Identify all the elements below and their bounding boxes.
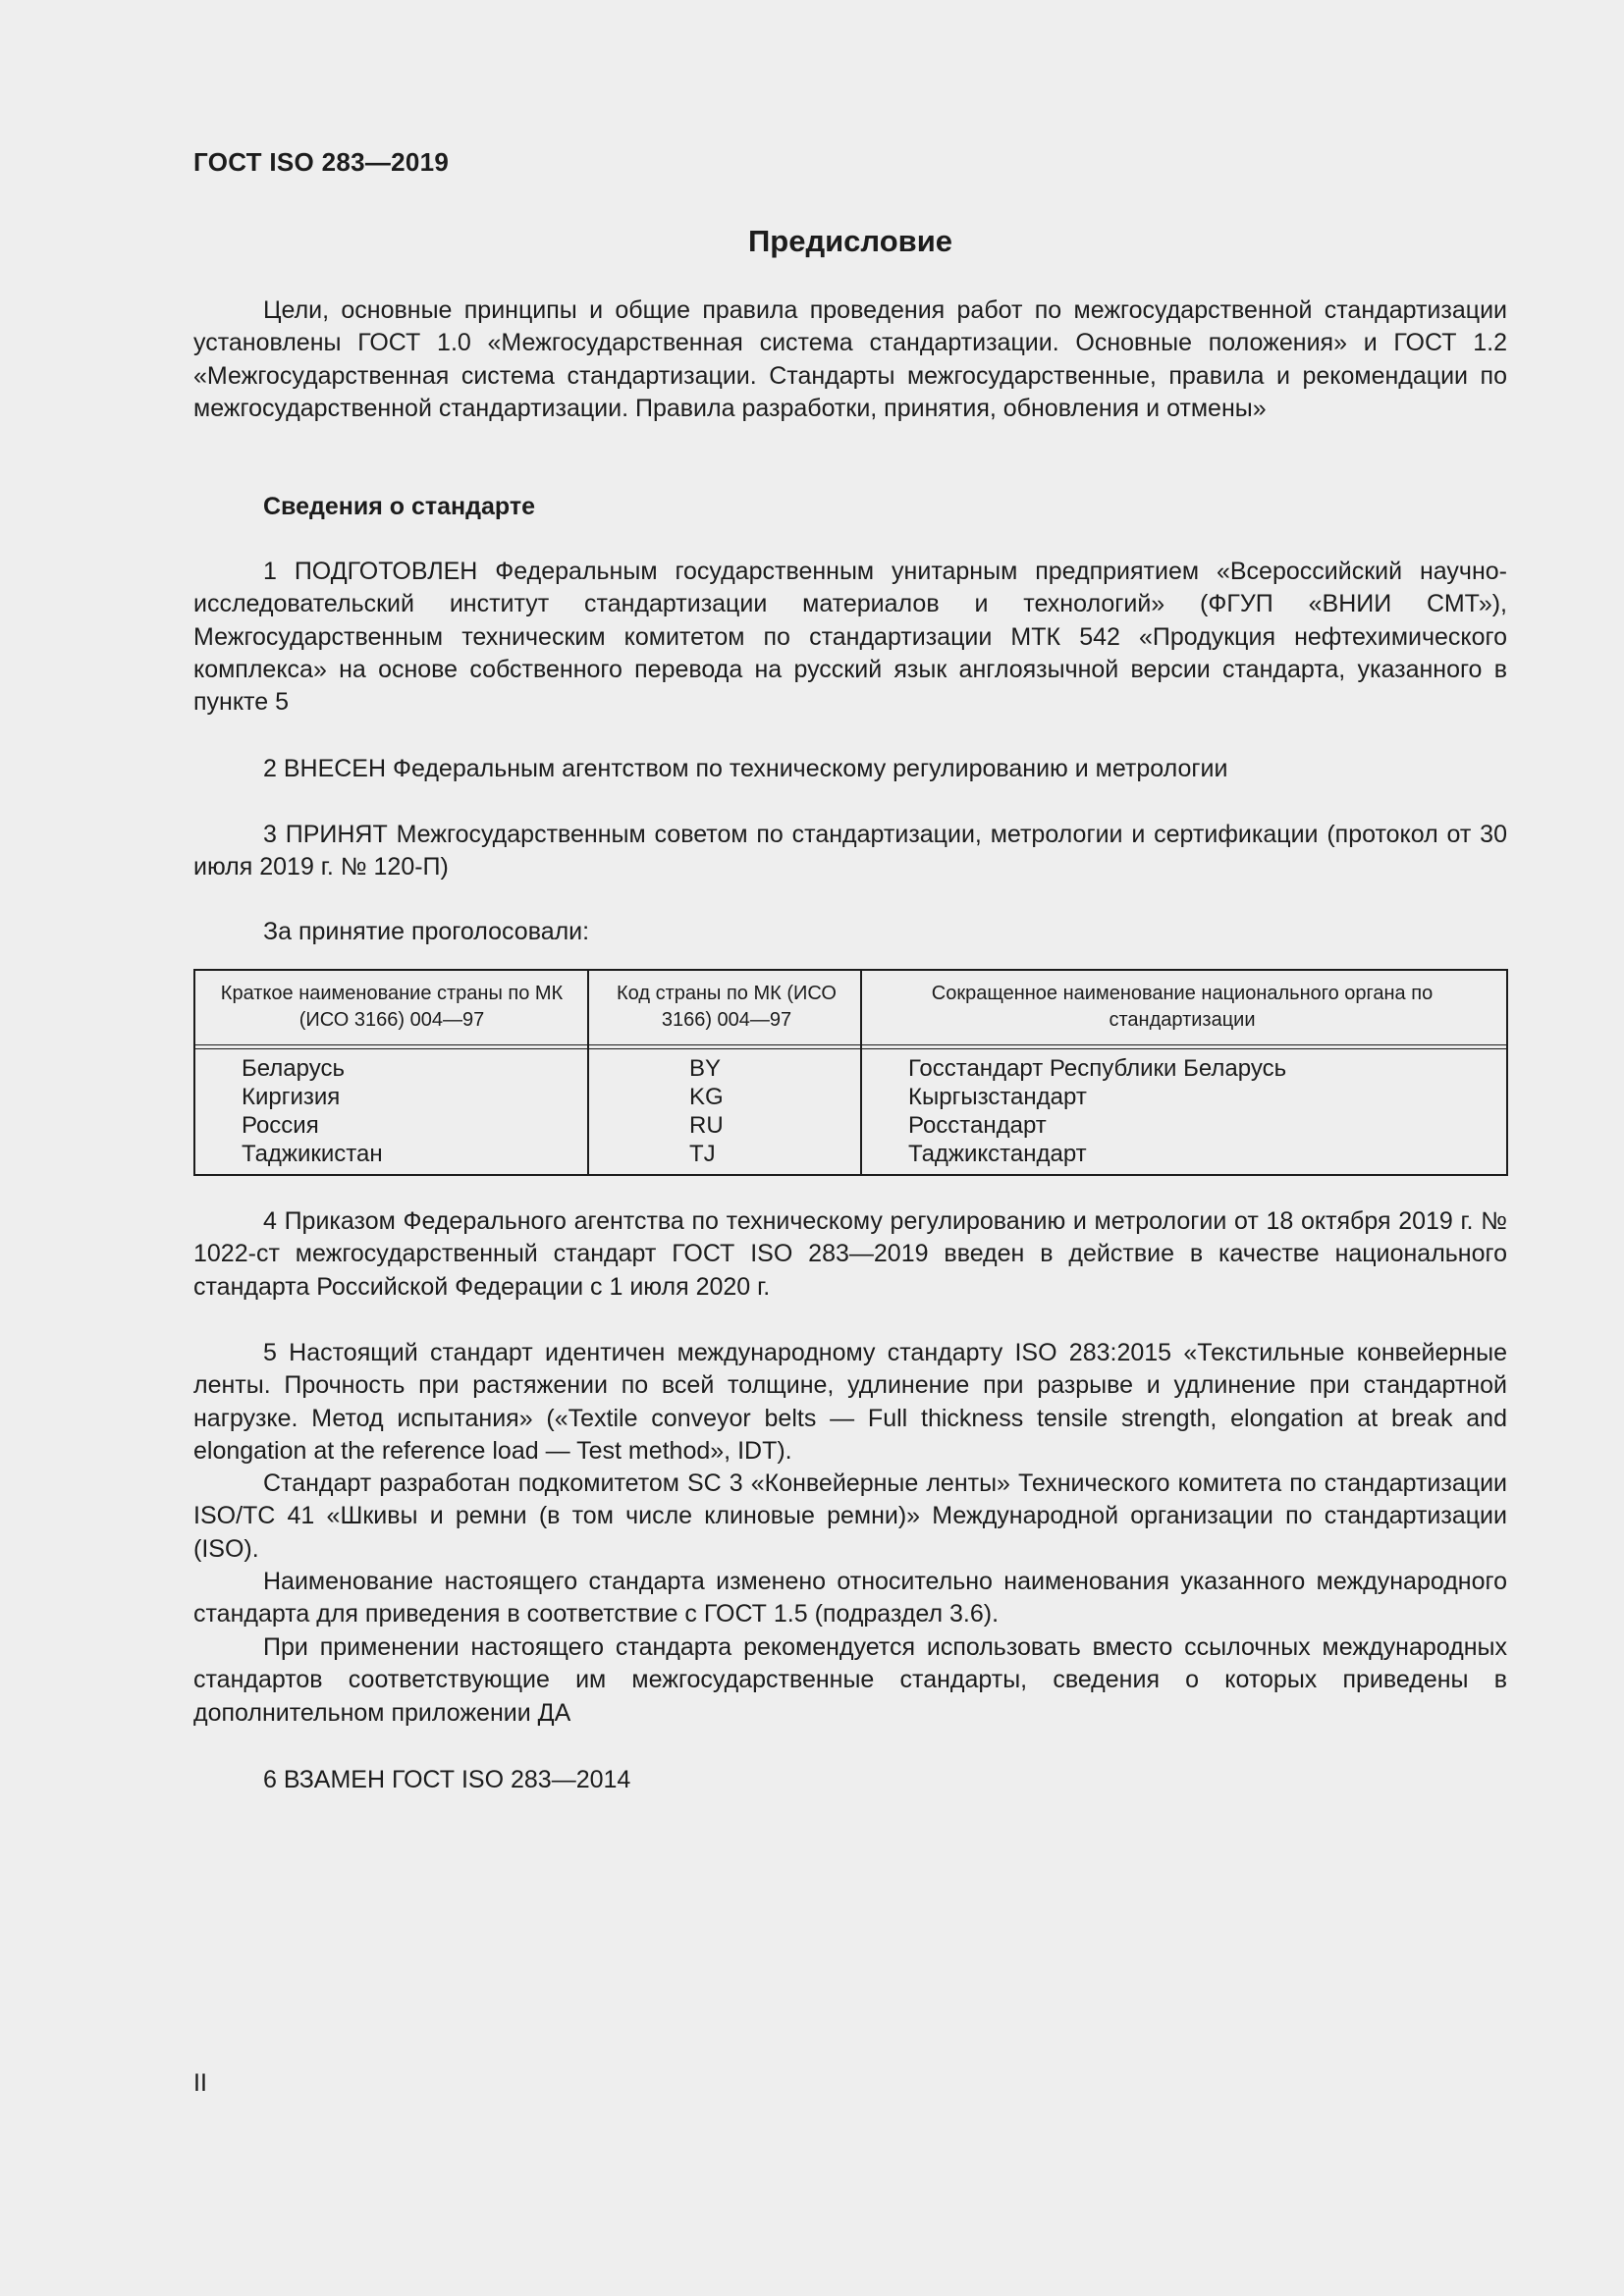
item-3-paragraph: 3 ПРИНЯТ Межгосударственным советом по стандартизации, метрологии и сертификации (протокол от 30 июля 2019 г. № 120-П): [193, 821, 1507, 881]
item-1-paragraph: 1 ПОДГОТОВЛЕН Федеральным государственным унитарным предприятием «Всероссийский научно-исследовательский институт стандартизации материалов и технологий» (ФГУП «ВНИИ СМТ»), Межгосударственным техническим комитетом по стандартизации МТК 542 «Продукция нефтехимического комплекса» на основе собственного перевода на русский язык англоязычной версии стандарта, указанного в пункте 5: [193, 558, 1507, 717]
table-cell-country: Таджикистан: [242, 1141, 383, 1167]
page-number: II: [193, 2069, 207, 2097]
info-heading: Сведения о стандарте: [263, 493, 536, 520]
table-cell-code: RU: [689, 1112, 724, 1139]
page-title: Предисловие: [747, 224, 952, 258]
table-header-country: Краткое наименование страны по МК (ИСО 3166) 004—97: [220, 983, 564, 1031]
table-cell-agency: Кыргызстандарт: [908, 1084, 1087, 1110]
item-5-references-paragraph: При применении настоящего стандарта рекомендуется использовать вместо ссылочных международных стандартов соответствующие им межгосударственные стандарты, сведения о которых приведены в дополнительном приложении ДА: [193, 1633, 1507, 1727]
table-divider: [860, 971, 862, 1174]
table-cell-code: KG: [689, 1084, 724, 1110]
agency-column: [908, 1054, 1286, 1168]
table-cell-agency: Росстандарт: [908, 1112, 1047, 1139]
table-header-separator: [195, 1044, 1506, 1049]
table-cell-agency: Госстандарт Республики Беларусь: [908, 1055, 1287, 1082]
item-5-developer-paragraph: Стандарт разработан подкомитетом SC 3 «Конвейерные ленты» Технического комитета по стандартизации ISO/TC 41 «Шкивы и ремни (в том числе клиновые ремни)» Международной организации по стандартизации (ISO).: [193, 1469, 1507, 1563]
table-cell-code: TJ: [689, 1141, 716, 1167]
document-code: ГОСТ ISO 283—2019: [193, 147, 450, 177]
table-cell-code: BY: [689, 1055, 722, 1082]
code-column: [689, 1054, 724, 1168]
table-header-agency: Сокращенное наименование национального органа по стандартизации: [931, 983, 1434, 1031]
vote-table: [193, 969, 1508, 1176]
table-header-code: Код страны по МК (ИСО 3166) 004—97: [617, 983, 837, 1031]
item-4-paragraph: 4 Приказом Федерального агентства по техническому регулированию и метрологии от 18 октября 2019 г. № 1022-ст межгосударственный стандарт ГОСТ ISO 283—2019 введен в действие в качестве национального стандарта Российской Федерации с 1 июля 2020 г.: [193, 1207, 1507, 1301]
item-6-paragraph: 6 ВЗАМЕН ГОСТ ISO 283—2014: [263, 1766, 631, 1793]
vote-label: За принятие проголосовали:: [263, 918, 590, 945]
country-column: [242, 1054, 383, 1168]
table-cell-country: Киргизия: [242, 1084, 341, 1110]
item-5-name-change-paragraph: Наименование настоящего стандарта изменено относительно наименования указанного международного стандарта для приведения в соответствие с ГОСТ 1.5 (подраздел 3.6).: [193, 1568, 1507, 1629]
table-divider: [587, 971, 589, 1174]
item-5-paragraph: 5 Настоящий стандарт идентичен международному стандарту ISO 283:2015 «Текстильные конвейерные ленты. Прочность при растяжении по всей толщине, удлинение при разрыве и удлинение при стандартной нагрузке. Метод испытания» («Textile conveyor belts — Full thickness tensile strength, elongation at break and elongation at the reference load — Test method», IDT).: [193, 1339, 1507, 1465]
table-cell-country: Россия: [242, 1112, 319, 1139]
table-cell-agency: Таджикстандарт: [908, 1141, 1087, 1167]
item-2-paragraph: 2 ВНЕСЕН Федеральным агентством по техническому регулированию и метрологии: [263, 755, 1228, 782]
table-cell-country: Беларусь: [242, 1055, 345, 1082]
intro-paragraph: Цели, основные принципы и общие правила проведения работ по межгосударственной стандартизации установлены ГОСТ 1.0 «Межгосударственная система стандартизации. Основные положения» и ГОСТ 1.2 «Межгосударственная система стандартизации. Стандарты межгосударственные, правила и рекомендации по межгосударственной стандартизации. Правила разработки, принятия, обновления и отмены»: [193, 296, 1507, 422]
